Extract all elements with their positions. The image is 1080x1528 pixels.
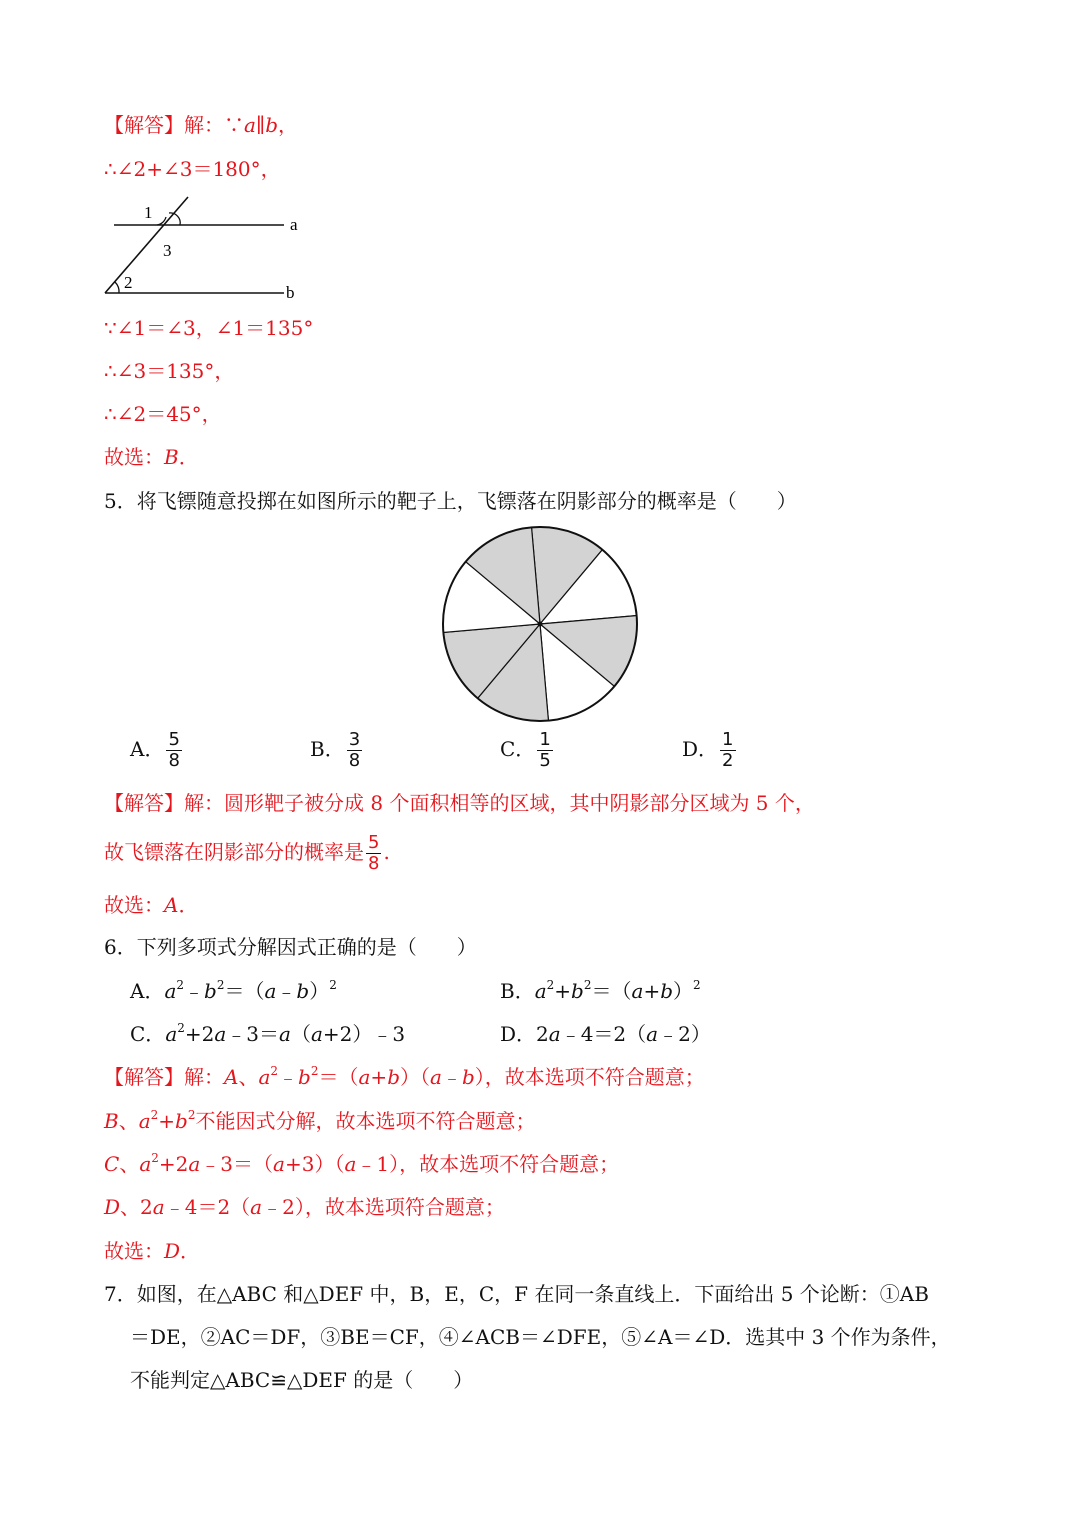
q6-option-a: A．$a^2﹣b^2=(a﹣b)^2$	[130, 978, 337, 1003]
q6-option-b: B．$a^2+b^2=(a+b)^2$	[500, 978, 701, 1003]
line-label-a: a	[290, 215, 298, 234]
q4-solution-line-5: ∴∠2＝45°，	[104, 402, 222, 426]
q7-stem-line-1: 7．如图，在△ABC 和△DEF 中，B，E，C，F 在同一条直线上．下面给出 5 个论断：①AB	[104, 1282, 929, 1306]
q5-option-a: A． $\frac{5}{8}$	[130, 729, 180, 771]
angle-label-2: 2	[124, 273, 133, 292]
q5-answer: 故选：A．	[104, 893, 199, 917]
q5-option-b: B． $\frac{3}{8}$	[310, 729, 361, 771]
q5-option-d: D． $\frac{1}{2}$	[682, 729, 734, 771]
q7-stem-line-3: 不能判定△ABC≌△DEF 的是（ ）	[130, 1368, 474, 1392]
q6-answer: 故选：D．	[104, 1239, 201, 1263]
q7-stem-line-2: ＝DE，②AC＝DF，③BE＝CF，④∠ACB＝∠DFE，⑤∠A＝∠D．选其中 3 个作为条件，	[130, 1325, 951, 1349]
q6-option-d: D．2a﹣4＝2（a﹣2）	[500, 1022, 711, 1046]
q4-solution-line-4: ∴∠3＝135°，	[104, 359, 235, 383]
q5-solution-line-1: 【解答】解：圆形靶子被分成 8 个面积相等的区域，其中阴影部分区域为 5 个，	[104, 791, 815, 815]
q6-solution-line-4: D、2a﹣4＝2（a﹣2），故本选项符合题意；	[104, 1195, 505, 1219]
q6-stem: 6．下列多项式分解因式正确的是（ ）	[104, 935, 477, 959]
target-center	[538, 622, 543, 627]
parallel-lines-figure	[100, 192, 320, 307]
q4-solution-line-3: ∵∠1＝∠3，∠1＝135°	[104, 316, 314, 340]
angle-label-3: 3	[163, 241, 172, 260]
dartboard-figure	[430, 518, 650, 732]
q4-solution-line-2: ∴∠2+∠3＝180°，	[104, 157, 281, 181]
q5-stem: 5．将飞镖随意投掷在如图所示的靶子上，飞镖落在阴影部分的概率是（ ）	[104, 489, 797, 513]
q4-answer: 故选：B．	[104, 445, 199, 469]
q5-solution-line-2: 故飞镖落在阴影部分的概率是 $\frac{5}{8}$ .	[104, 832, 390, 874]
q5-option-c: C． $\frac{1}{5}$	[500, 729, 551, 771]
q6-solution-line-1: 【解答】解：A、$a^2﹣b^2=(a+b)(a﹣b)$，故本选项不符合题意；	[104, 1064, 705, 1089]
line-label-b: b	[286, 283, 295, 302]
q6-option-c: C．$a^2+2a﹣3=a(a+2)﹣3$	[130, 1021, 406, 1046]
q4-solution-line-1: 【解答】解：∵a∥b，	[104, 113, 298, 137]
angle-label-1: 1	[144, 203, 153, 222]
q6-solution-line-3: C、$a^2+2a﹣3=(a+3)(a﹣1)$，故本选项不符合题意；	[104, 1151, 620, 1176]
q6-solution-line-2: B、$a^2+b^2$不能因式分解，故本选项不符合题意；	[104, 1108, 536, 1133]
